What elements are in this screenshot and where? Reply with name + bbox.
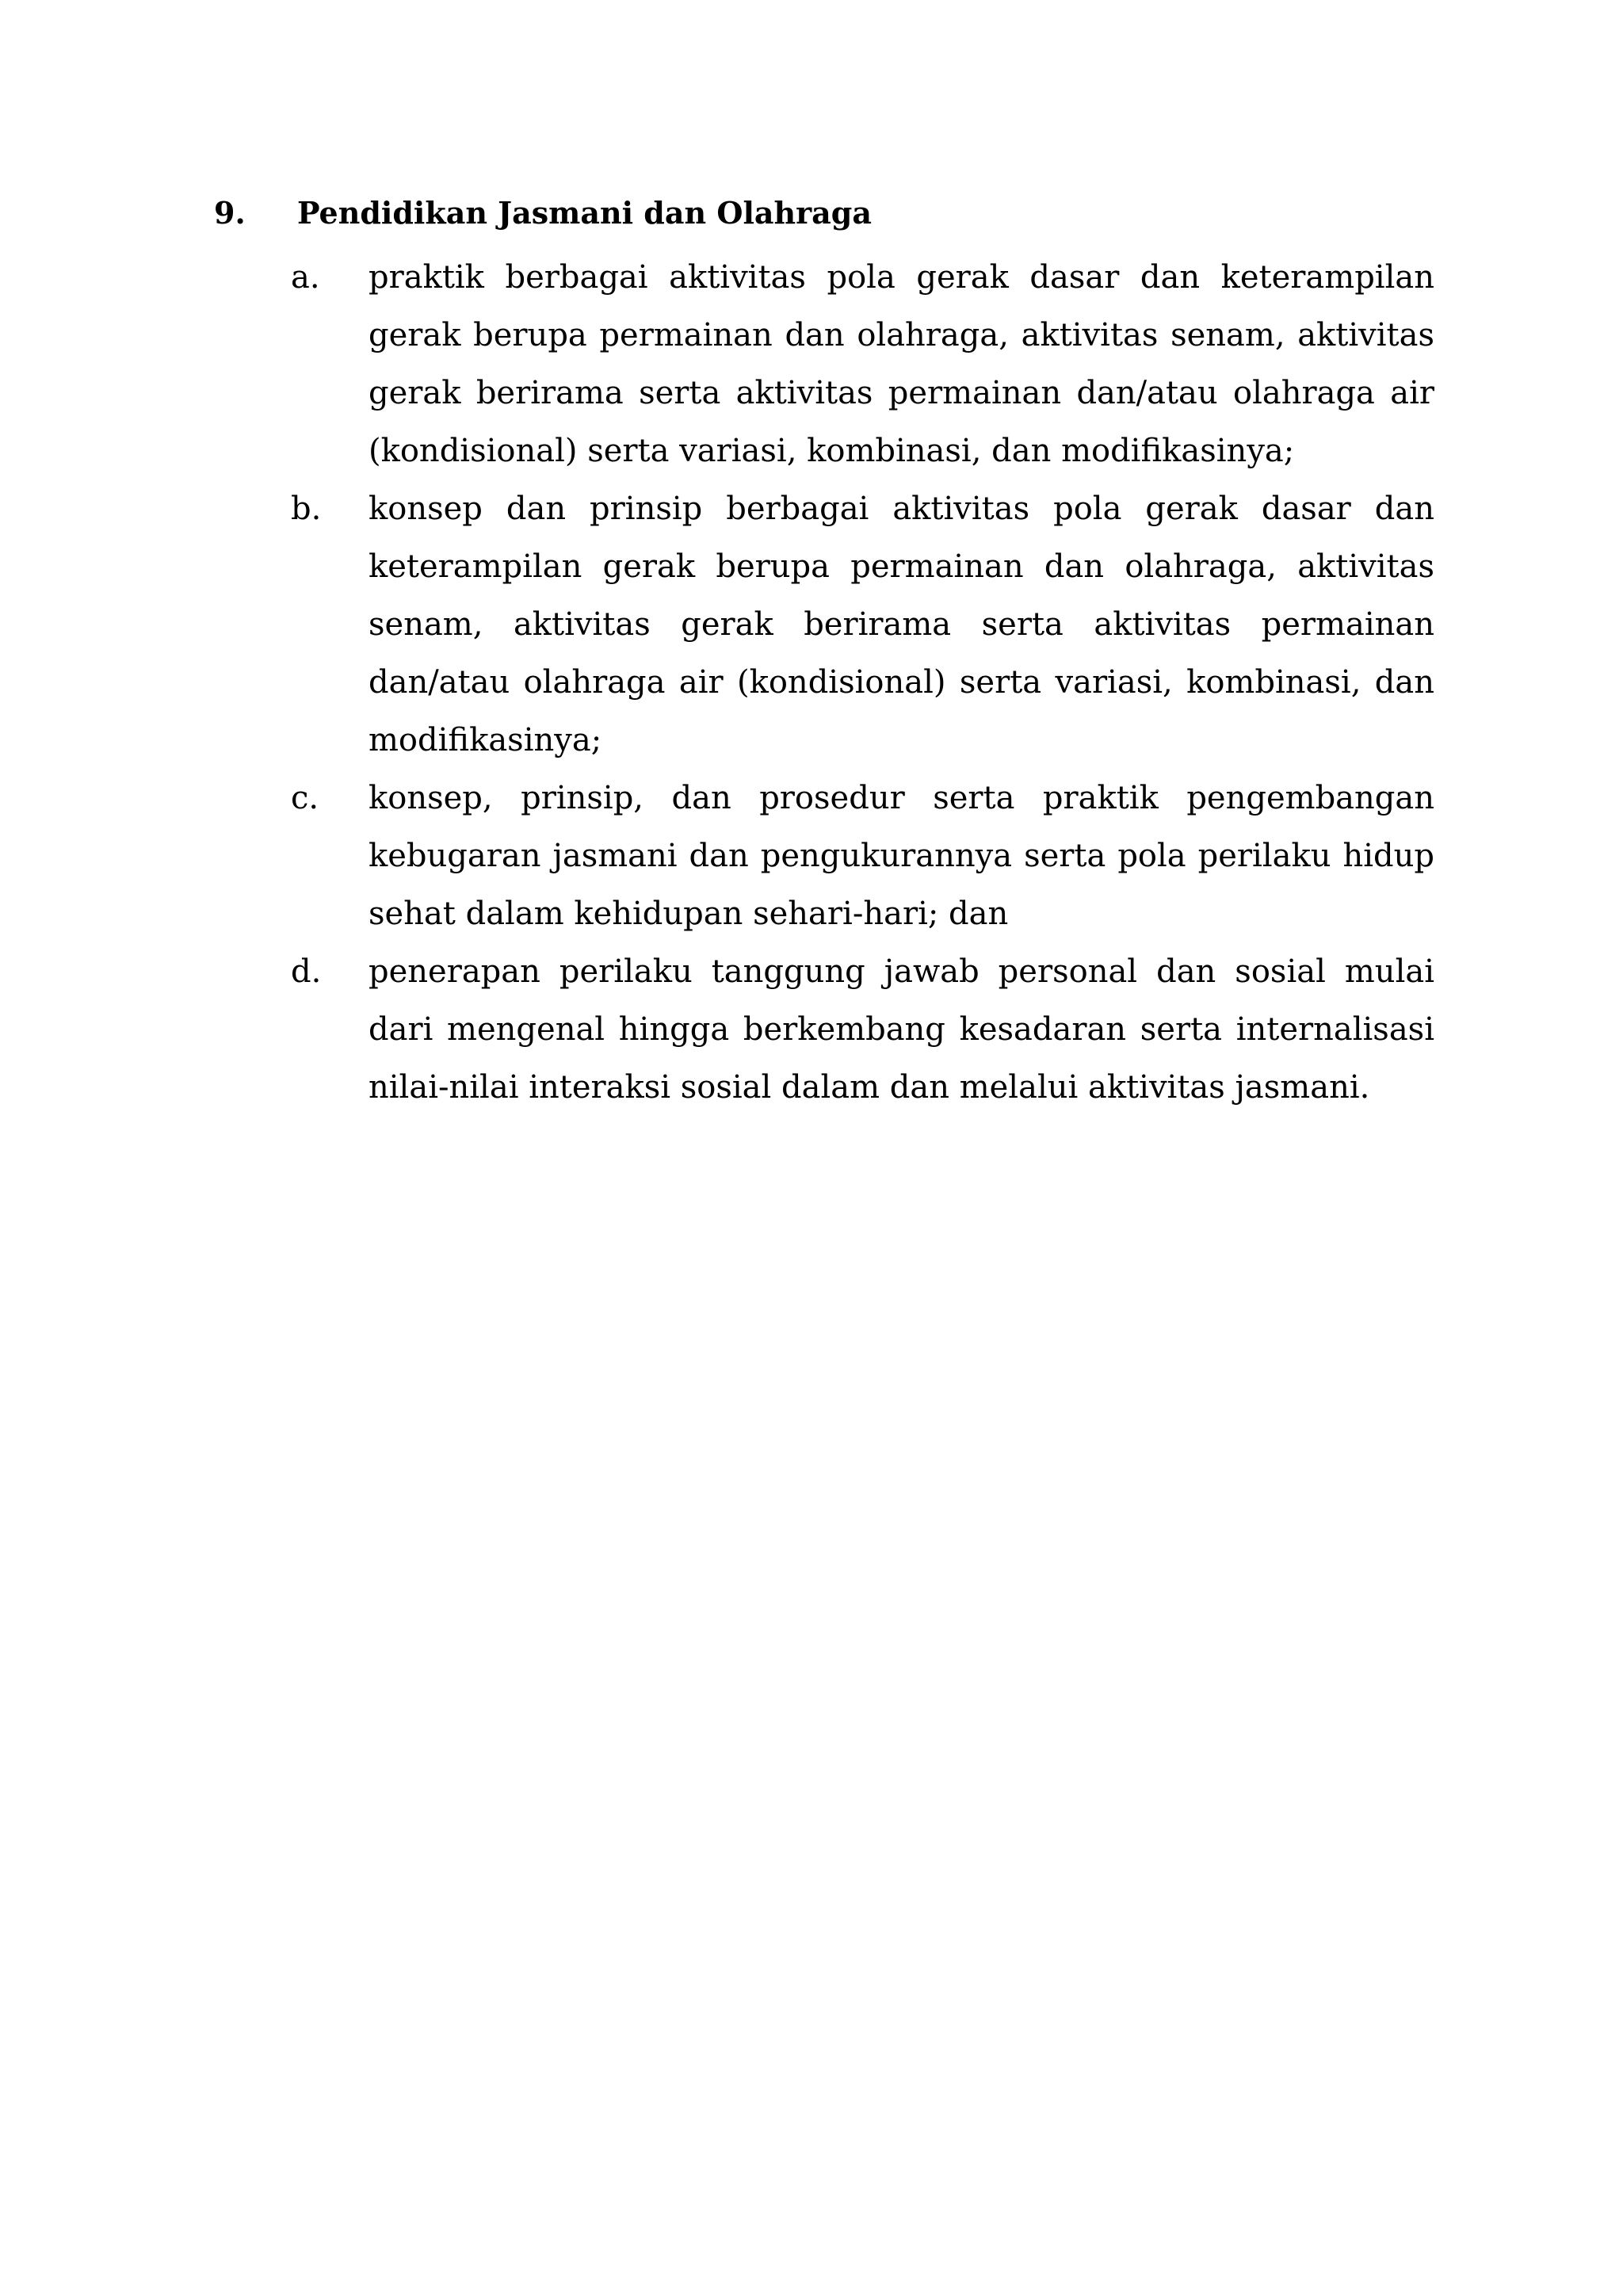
item-label: d.	[291, 953, 322, 990]
list-item-d	[291, 943, 1434, 1117]
list-item-b	[291, 480, 1434, 770]
section-number: 9.	[214, 195, 246, 231]
section-header	[214, 190, 1434, 236]
item-list	[214, 249, 1434, 1117]
list-item-c	[291, 770, 1434, 943]
item-text: konsep, prinsip, dan prosedur serta praktik pengembangan kebugaran jasmani dan pengukurannya serta pola perilaku hidup sehat dalam kehidupan sehari-hari; dan	[369, 780, 1434, 932]
item-text: penerapan perilaku tanggung jawab personal dan sosial mulai dari mengenal hingga berkembang kesadaran serta internalisasi nilai-nilai interaksi sosial dalam dan melalui aktivitas jasmani.	[369, 953, 1434, 1106]
item-label: a.	[291, 259, 320, 296]
item-label: c.	[291, 780, 319, 816]
list-item-a	[291, 249, 1434, 480]
item-label: b.	[291, 491, 322, 527]
item-text: praktik berbagai aktivitas pola gerak dasar dan keterampilan gerak berupa permainan dan olahraga, aktivitas senam, aktivitas gerak berirama serta aktivitas permainan dan/atau olahraga air (kondisional) serta variasi, kombinasi, dan modifikasinya;	[369, 259, 1434, 469]
item-text: konsep dan prinsip berbagai aktivitas pola gerak dasar dan keterampilan gerak berupa permainan dan olahraga, aktivitas senam, aktivitas gerak berirama serta aktivitas permainan dan/atau olahraga air (kondisional) serta variasi, kombinasi, dan modifikasinya;	[369, 491, 1434, 758]
section-title: Pendidikan Jasmani dan Olahraga	[297, 195, 872, 231]
section-physical-education	[214, 190, 1434, 1117]
